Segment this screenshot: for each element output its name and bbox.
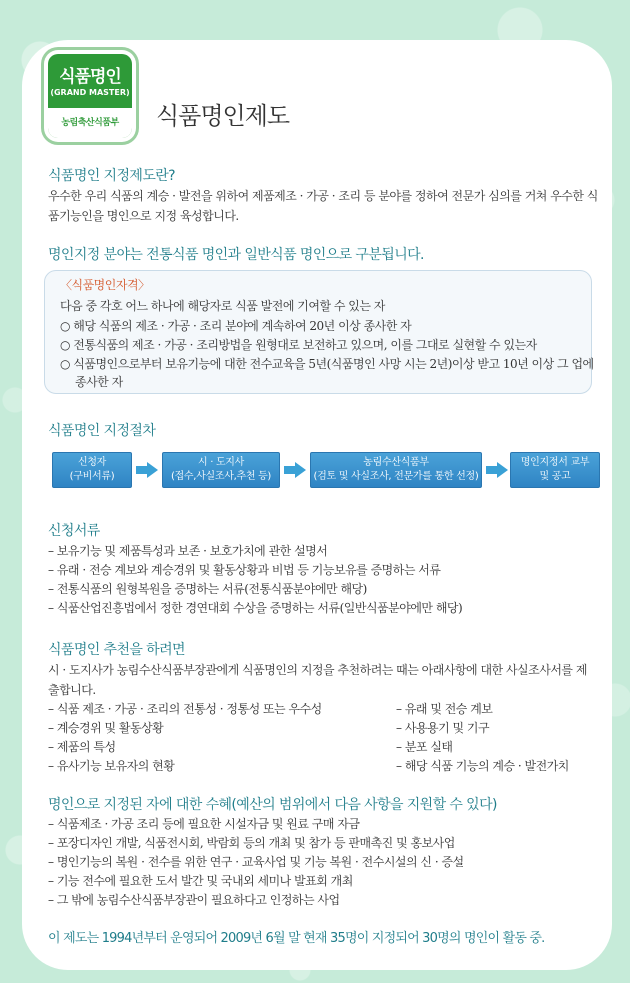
flow-step-line2: (검토 및 사실조사, 전문가를 통한 선정) [313,471,479,482]
document-item: – 유래 · 전승 계보와 계승경위 및 활동상황과 비법 등 기능보유를 증명하는 서류 [48,563,441,577]
benefit-item: – 기능 전수에 필요한 도서 발간 및 국내외 세미나 발표회 개최 [48,874,353,888]
logo-main-text: 식품명인 [59,67,121,87]
flow-step-governor [162,452,280,488]
footer-summary: 이 제도는 1994년부터 운영되어 2009년 6월 말 현재 35명이 지정되어 30명의 명인이 활동 중. [48,931,545,946]
division-heading: 명인지정 분야는 전통식품 명인과 일반식품 명인으로 구분됩니다. [48,247,424,263]
flow-step-line1: 명인지정서 교부 [520,457,590,468]
benefit-item: – 그 밖에 농림수산식품부장관이 필요하다고 인정하는 사업 [48,893,340,907]
qualification-lead: 다음 중 각호 어느 하나에 해당자로 식품 발전에 기여할 수 있는 자 [60,299,385,313]
document-item: – 전통식품의 원형복원을 증명하는 서류(전통식품분야에만 해당) [48,582,367,596]
benefit-item: – 식품제조 · 가공 조리 등에 필요한 시설자금 및 원료 구매 자금 [48,817,360,831]
flow-step-line1: 신청자 [77,457,107,468]
recommend-heading: 식품명인 추천을 하려면 [48,642,185,658]
arrow-right-icon [284,462,306,478]
qualification-item: ○ 식품명인으로부터 보유기능에 대한 전수교육을 5년(식품명인 사망 시는 2년)이상 받고 10년 이상 그 업에 [60,357,594,371]
flow-step-line2: (구비서류) [69,471,115,482]
recommend-item: – 식품 제조 · 가공 · 조리의 전통성 · 정통성 또는 우수성 [48,702,322,716]
qualification-item: ○ 전통식품의 제조 · 가공 · 조리방법을 원형대로 보전하고 있으며, 이를 그대로 실현할 수 있는자 [60,338,537,352]
recommend-text: 시 · 도지사가 농림수산식품부장관에게 식품명인의 지정을 추천하려는 때는 아래사항에 대한 사실조사서를 제출합니다. [48,663,587,697]
flow-step-line2: (접수,사실조사,추천 등) [170,471,272,482]
grand-master-logo [44,50,136,142]
page-title: 식품명인제도 [156,102,290,130]
flow-step-ministry [310,452,482,488]
flow-step-line2: 및 공고 [539,471,571,482]
recommend-item: – 유래 및 전승 계보 [396,702,493,716]
flow-step-certificate [510,452,600,488]
recommend-item: – 계승경위 및 활동상황 [48,721,164,735]
logo-sub-text: (GRAND MASTER) [50,88,130,97]
intro-text: 우수한 우리 식품의 계승 · 발전을 위하여 제품제조 · 가공 · 조리 등 분야를 정하여 전문가 심의를 거쳐 우수한 식품기능인을 명인으로 지정 육성합니다. [48,189,598,223]
benefit-item: – 포장디자인 개발, 식품전시회, 박람회 등의 개최 및 참가 등 판매촉진 및 홍보사업 [48,836,455,850]
procedure-heading: 식품명인 지정절차 [48,423,156,439]
recommend-item: – 제품의 특성 [48,740,116,754]
qualification-item: ○ 해당 식품의 제조 · 가공 · 조리 분야에 계속하여 20년 이상 종사한 자 [60,319,412,333]
recommend-item: – 해당 식품 기능의 계승 · 발전가치 [396,759,569,773]
intro-heading: 식품명인 지정제도란? [48,168,175,184]
benefit-item: – 명인기능의 복원 · 전수를 위한 연구 · 교육사업 및 기능 복원 · 전수시설의 신 · 증설 [48,855,464,869]
flow-step-line1: 시 · 도지사 [197,457,245,468]
flow-step-line1: 농림수산식품부 [363,457,429,468]
qualification-item: 종사한 자 [75,375,123,389]
benefits-heading: 명인으로 지정된 자에 대한 수혜(예산의 범위에서 다음 사항을 지원할 수 있다) [48,797,497,813]
document-item: – 식품산업진흥법에서 정한 경연대회 수상을 증명하는 서류(일반식품분야에만 해당) [48,601,463,615]
flow-step-applicant [52,452,132,488]
recommend-item: – 유사기능 보유자의 현황 [48,759,175,773]
qualification-title: 〈식품명인자격〉 [60,278,150,292]
arrow-right-icon [486,462,508,478]
recommend-item: – 분포 실태 [396,740,453,754]
arrow-right-icon [136,462,158,478]
logo-ministry-text: 농림축산식품부 [61,118,119,128]
documents-heading: 신청서류 [48,523,100,539]
document-item: – 보유기능 및 제품특성과 보존 · 보호가치에 관한 설명서 [48,544,328,558]
recommend-item: – 사용용기 및 기구 [396,721,490,735]
